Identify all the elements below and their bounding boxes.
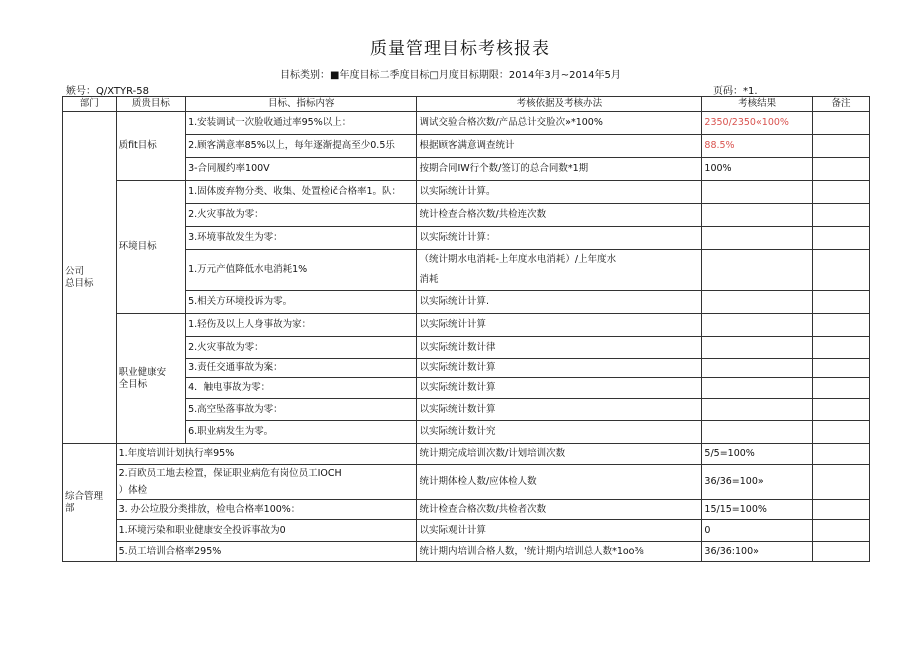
- goal-cell: 职业健康安 全目标: [116, 314, 186, 444]
- goal-cell: 质fit目标: [116, 112, 186, 181]
- result-cell: 36/36:100»: [702, 542, 813, 562]
- result-cell: [702, 359, 813, 378]
- content-cell: 2.火灾事故为零：: [186, 337, 417, 359]
- result-cell: [702, 399, 813, 421]
- note-cell: [812, 465, 869, 500]
- table-row: [63, 181, 870, 204]
- content-cell: 1.轻伤及以上人身事故为家：: [186, 314, 417, 337]
- result-cell: 36/36=100»: [702, 465, 813, 500]
- basis-cell: 以实际统计数计算: [417, 399, 702, 421]
- result-cell: [702, 181, 813, 204]
- note-cell: [812, 337, 869, 359]
- header-basis: 考核依据及考核办法: [417, 97, 702, 112]
- basis-cell: 调试交验合格次数/产品总计交脸次»*100%: [417, 112, 702, 135]
- basis-cell: 以实际统计数计算: [417, 378, 702, 399]
- content-cell: 4．触电事故为零：: [186, 378, 417, 399]
- result-cell: [702, 250, 813, 291]
- note-cell: [812, 250, 869, 291]
- basis-cell: 根据顾客满意调查统计: [417, 135, 702, 158]
- table-row: [63, 112, 870, 135]
- content-cell: 5.员工培训合格率295%: [116, 542, 417, 562]
- note-cell: [812, 291, 869, 314]
- content-cell: 2.百欧员工地去检置，保证职业病危有岗位员工IOCH ）体检: [116, 465, 417, 500]
- page-number: 页码：*1.: [713, 86, 758, 97]
- content-cell: 1.年度培训计划执行率95%: [116, 444, 417, 465]
- note-cell: [812, 135, 869, 158]
- basis-cell: 以实际观计计算: [417, 520, 702, 542]
- dept-cell-company: 公司 总目标: [63, 112, 117, 444]
- basis-cell: 统计期内培训合格人数，'统计期内培训总人数*1oo⅜: [417, 542, 702, 562]
- note-cell: [812, 444, 869, 465]
- content-cell: 1.固体废弃物分类、收集、处置检ič合格率1。队：: [186, 181, 417, 204]
- goal-cell: 环境目标: [116, 181, 186, 314]
- result-cell: [702, 337, 813, 359]
- basis-cell: 统计检查合格次数/共检者次数: [417, 500, 702, 520]
- table-row: [63, 314, 870, 337]
- basis-cell: 以实际统计计算: [417, 314, 702, 337]
- header-goal: 质贵目标: [116, 97, 186, 112]
- note-cell: [812, 181, 869, 204]
- content-cell: 2.火灾事故为零：: [186, 204, 417, 227]
- table-row: [63, 542, 870, 562]
- result-cell: [702, 421, 813, 444]
- note-cell: [812, 378, 869, 399]
- note-cell: [812, 421, 869, 444]
- header-row: [63, 97, 870, 112]
- basis-cell: （统计期水电消耗-上年度水电消耗）/上年度水 消耗: [417, 250, 702, 291]
- note-cell: [812, 227, 869, 250]
- result-cell: [702, 378, 813, 399]
- note-cell: [812, 399, 869, 421]
- header-dept: 部门: [63, 97, 117, 112]
- table-row: [63, 520, 870, 542]
- note-cell: [812, 359, 869, 378]
- header-note: 备注: [812, 97, 869, 112]
- table-row: [63, 465, 870, 500]
- basis-cell: 统计检查合格次数/共检连次数: [417, 204, 702, 227]
- result-cell: 88.5%: [702, 135, 813, 158]
- content-cell: 6.职业病发生为零。: [186, 421, 417, 444]
- result-cell: [702, 314, 813, 337]
- basis-cell: 以实际统计计算.: [417, 291, 702, 314]
- content-cell: 5.相关方环境投诉为零。: [186, 291, 417, 314]
- result-cell: 0: [702, 520, 813, 542]
- header-content: 目标、指标内容: [186, 97, 417, 112]
- note-cell: [812, 500, 869, 520]
- result-cell: [702, 227, 813, 250]
- target-category-line: 目标类别：■年度目标二季度目标□月度目标期限：2014年3月~2014年5月: [280, 70, 621, 81]
- content-cell: 3.环境事故发生为零：: [186, 227, 417, 250]
- basis-cell: 以实际统计数计究: [417, 421, 702, 444]
- basis-cell: 统计期体检人数/应体检人数: [417, 465, 702, 500]
- content-cell: 3.责任交通事故为案：: [186, 359, 417, 378]
- document-number: 嫉号：Q/XTYR-58: [66, 86, 150, 97]
- content-cell: 1.万元产值降低水电消耗1%: [186, 250, 417, 291]
- result-cell: 15/15=100%: [702, 500, 813, 520]
- assessment-table: [62, 96, 870, 562]
- basis-cell: 按期合同IW行个数/签订的总合同数*1期: [417, 158, 702, 181]
- result-cell: 100%: [702, 158, 813, 181]
- note-cell: [812, 204, 869, 227]
- basis-cell: 以实际统计数计律: [417, 337, 702, 359]
- note-cell: [812, 520, 869, 542]
- result-cell: 5/5=100%: [702, 444, 813, 465]
- table-row: [63, 444, 870, 465]
- content-cell: 1.安装调试一次脸收通过率95%以上：: [186, 112, 417, 135]
- result-cell: [702, 291, 813, 314]
- basis-cell: 以实际统计数计算: [417, 359, 702, 378]
- content-cell: 3. 办公垃股分类排放，检电合格率100%：: [116, 500, 417, 520]
- content-cell: 5.高空坠落事故为零：: [186, 399, 417, 421]
- result-cell: [702, 204, 813, 227]
- report-title: 质量管理目标考核报表: [370, 39, 550, 59]
- basis-cell: 以实际统计计算：: [417, 227, 702, 250]
- dept-cell-comprehensive: 综合管理 部: [63, 444, 117, 562]
- content-cell: 1.环境污染和职业健康安全投诉事故为0: [116, 520, 417, 542]
- note-cell: [812, 158, 869, 181]
- note-cell: [812, 542, 869, 562]
- note-cell: [812, 112, 869, 135]
- table-row: [63, 500, 870, 520]
- basis-cell: 统计期完成培训次数/计划培训次数: [417, 444, 702, 465]
- content-cell: 3-合同履约率100V: [186, 158, 417, 181]
- content-cell: 2.顾客满意率85%以上，每年逐渐提高至少0.5乐: [186, 135, 417, 158]
- basis-cell: 以实际统计计算。: [417, 181, 702, 204]
- result-cell: 2350/2350«100%: [702, 112, 813, 135]
- note-cell: [812, 314, 869, 337]
- header-result: 考核结果: [702, 97, 813, 112]
